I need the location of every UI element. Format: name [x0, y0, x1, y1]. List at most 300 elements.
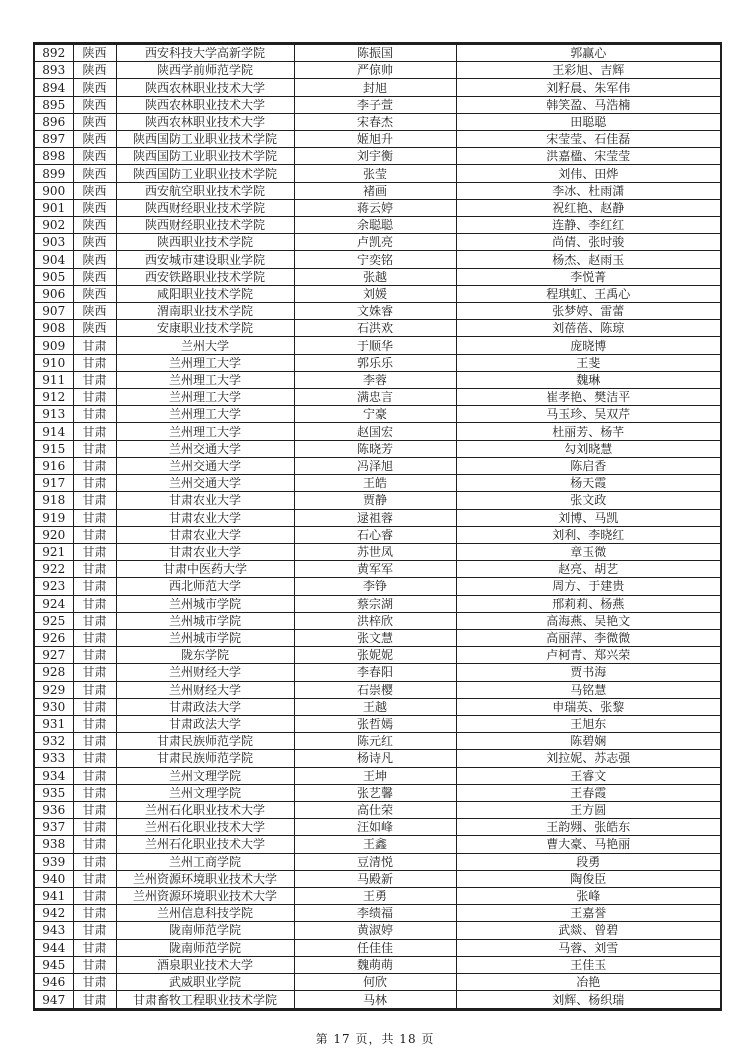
cell-school: 兰州石化职业技术大学	[116, 819, 294, 836]
cell-leader: 石心睿	[294, 526, 456, 543]
cell-province: 陕西	[73, 268, 116, 285]
cell-leader: 郭乐乐	[294, 354, 456, 371]
cell-school: 兰州理工大学	[116, 389, 294, 406]
table-row	[34, 251, 721, 268]
cell-index: 918	[34, 492, 73, 509]
cell-index: 909	[34, 337, 73, 354]
cell-school: 安康职业技术学院	[116, 320, 294, 337]
cell-school: 甘肃民族师范学院	[116, 733, 294, 750]
cell-members: 崔孝艳、樊洁平	[456, 389, 721, 406]
table-row	[34, 819, 721, 836]
cell-province: 甘肃	[73, 887, 116, 904]
cell-members: 杜丽芳、杨芊	[456, 423, 721, 440]
cell-province: 甘肃	[73, 801, 116, 818]
cell-school: 陇南师范学院	[116, 922, 294, 939]
table-row	[34, 973, 721, 990]
cell-leader: 黄淑婷	[294, 922, 456, 939]
table-row	[34, 939, 721, 956]
cell-leader: 姬旭升	[294, 131, 456, 148]
table-row	[34, 199, 721, 216]
cell-members: 武燚、曾碧	[456, 922, 721, 939]
cell-leader: 魏萌萌	[294, 956, 456, 973]
cell-school: 兰州交通大学	[116, 440, 294, 457]
table-row	[34, 406, 721, 423]
table-row	[34, 595, 721, 612]
table-row	[34, 905, 721, 922]
roster-table	[33, 42, 722, 1011]
cell-members: 章玉微	[456, 543, 721, 560]
cell-province: 甘肃	[73, 733, 116, 750]
cell-leader: 马殿新	[294, 870, 456, 887]
table-row	[34, 303, 721, 320]
cell-leader: 马林	[294, 991, 456, 1010]
cell-index: 919	[34, 509, 73, 526]
table-row	[34, 182, 721, 199]
table-row	[34, 543, 721, 560]
cell-school: 甘肃农业大学	[116, 526, 294, 543]
cell-members: 张梦婷、雷蕾	[456, 303, 721, 320]
cell-province: 甘肃	[73, 922, 116, 939]
cell-province: 甘肃	[73, 647, 116, 664]
cell-school: 陕西农林职业技术大学	[116, 79, 294, 96]
page-number-footer: 第 17 页，共 18 页	[315, 1032, 435, 1046]
cell-members: 王彩旭、吉辉	[456, 62, 721, 79]
cell-province: 陕西	[73, 62, 116, 79]
cell-index: 901	[34, 199, 73, 216]
cell-index: 915	[34, 440, 73, 457]
cell-province: 甘肃	[73, 389, 116, 406]
cell-leader: 杨诗凡	[294, 750, 456, 767]
table-row	[34, 733, 721, 750]
cell-school: 陕西国防工业职业技术学院	[116, 131, 294, 148]
cell-index: 911	[34, 371, 73, 388]
cell-index: 928	[34, 664, 73, 681]
cell-leader: 王鑫	[294, 836, 456, 853]
cell-province: 陕西	[73, 199, 116, 216]
cell-index: 938	[34, 836, 73, 853]
cell-leader: 王勇	[294, 887, 456, 904]
table-row	[34, 664, 721, 681]
cell-members: 刘拉妮、苏志强	[456, 750, 721, 767]
cell-leader: 汪如峰	[294, 819, 456, 836]
cell-index: 904	[34, 251, 73, 268]
cell-province: 陕西	[73, 217, 116, 234]
cell-index: 894	[34, 79, 73, 96]
cell-members: 王佳玉	[456, 956, 721, 973]
cell-leader: 蔡宗湖	[294, 595, 456, 612]
cell-province: 甘肃	[73, 629, 116, 646]
cell-leader: 贾静	[294, 492, 456, 509]
cell-index: 893	[34, 62, 73, 79]
cell-index: 925	[34, 612, 73, 629]
cell-leader: 苏世凤	[294, 543, 456, 560]
cell-province: 甘肃	[73, 440, 116, 457]
cell-members: 刘辉、杨织瑞	[456, 991, 721, 1010]
cell-school: 兰州交通大学	[116, 457, 294, 474]
cell-members: 申瑞英、张黎	[456, 698, 721, 715]
cell-province: 甘肃	[73, 870, 116, 887]
cell-province: 甘肃	[73, 578, 116, 595]
cell-leader: 任佳佳	[294, 939, 456, 956]
cell-members: 杨天霞	[456, 475, 721, 492]
cell-members: 马铭慧	[456, 681, 721, 698]
cell-leader: 封旭	[294, 79, 456, 96]
cell-province: 甘肃	[73, 991, 116, 1010]
cell-province: 甘肃	[73, 457, 116, 474]
cell-province: 甘肃	[73, 853, 116, 870]
cell-school: 甘肃农业大学	[116, 509, 294, 526]
table-row	[34, 887, 721, 904]
cell-leader: 豆清悦	[294, 853, 456, 870]
cell-province: 陕西	[73, 148, 116, 165]
cell-province: 陕西	[73, 182, 116, 199]
cell-index: 905	[34, 268, 73, 285]
table-row	[34, 991, 721, 1010]
cell-index: 903	[34, 234, 73, 251]
cell-province: 陕西	[73, 303, 116, 320]
cell-members: 王旭东	[456, 715, 721, 732]
cell-members: 段勇	[456, 853, 721, 870]
table-row	[34, 268, 721, 285]
cell-school: 兰州理工大学	[116, 354, 294, 371]
cell-members: 曹大豪、马艳丽	[456, 836, 721, 853]
cell-school: 西北师范大学	[116, 578, 294, 595]
cell-province: 甘肃	[73, 561, 116, 578]
cell-school: 兰州理工大学	[116, 406, 294, 423]
cell-index: 937	[34, 819, 73, 836]
table-row	[34, 389, 721, 406]
table-row	[34, 647, 721, 664]
cell-leader: 蒋云婷	[294, 199, 456, 216]
cell-school: 酒泉职业技术大学	[116, 956, 294, 973]
cell-province: 甘肃	[73, 767, 116, 784]
table-row	[34, 698, 721, 715]
cell-province: 陕西	[73, 251, 116, 268]
cell-school: 陕西农林职业技术大学	[116, 113, 294, 130]
cell-index: 892	[34, 44, 73, 62]
cell-members: 连静、李红红	[456, 217, 721, 234]
cell-school: 陕西国防工业职业技术学院	[116, 165, 294, 182]
cell-members: 王嘉誉	[456, 905, 721, 922]
cell-school: 兰州文理学院	[116, 767, 294, 784]
cell-leader: 张越	[294, 268, 456, 285]
table-row	[34, 354, 721, 371]
cell-index: 897	[34, 131, 73, 148]
table-row	[34, 440, 721, 457]
cell-leader: 黄军军	[294, 561, 456, 578]
cell-members: 王斐	[456, 354, 721, 371]
cell-index: 917	[34, 475, 73, 492]
cell-leader: 逯祖蓉	[294, 509, 456, 526]
cell-index: 910	[34, 354, 73, 371]
cell-members: 贾书海	[456, 664, 721, 681]
cell-province: 甘肃	[73, 819, 116, 836]
cell-leader: 满忠言	[294, 389, 456, 406]
cell-index: 947	[34, 991, 73, 1010]
cell-members: 卢柯青、郑兴荣	[456, 647, 721, 664]
cell-members: 刘蓓蓓、陈琼	[456, 320, 721, 337]
cell-school: 咸阳职业技术学院	[116, 285, 294, 302]
cell-members: 周方、于建贵	[456, 578, 721, 595]
cell-school: 甘肃中医药大学	[116, 561, 294, 578]
cell-members: 冶艳	[456, 973, 721, 990]
table-row	[34, 612, 721, 629]
cell-index: 906	[34, 285, 73, 302]
cell-leader: 石崇樱	[294, 681, 456, 698]
table-row	[34, 217, 721, 234]
table-row	[34, 337, 721, 354]
cell-members: 张文政	[456, 492, 721, 509]
cell-school: 陇南师范学院	[116, 939, 294, 956]
table-row	[34, 629, 721, 646]
table-row	[34, 870, 721, 887]
cell-school: 西安城市建设职业学院	[116, 251, 294, 268]
cell-province: 甘肃	[73, 905, 116, 922]
cell-province: 甘肃	[73, 973, 116, 990]
cell-school: 西安科技大学高新学院	[116, 44, 294, 62]
cell-leader: 张艺馨	[294, 784, 456, 801]
table-row	[34, 956, 721, 973]
cell-index: 941	[34, 887, 73, 904]
cell-leader: 刘媛	[294, 285, 456, 302]
table-row	[34, 371, 721, 388]
cell-school: 武威职业学院	[116, 973, 294, 990]
cell-school: 兰州大学	[116, 337, 294, 354]
cell-school: 甘肃畜牧工程职业技术学院	[116, 991, 294, 1010]
cell-province: 陕西	[73, 96, 116, 113]
cell-index: 939	[34, 853, 73, 870]
cell-members: 魏琳	[456, 371, 721, 388]
cell-province: 甘肃	[73, 698, 116, 715]
cell-province: 陕西	[73, 285, 116, 302]
cell-index: 943	[34, 922, 73, 939]
cell-school: 陕西学前师范学院	[116, 62, 294, 79]
cell-province: 甘肃	[73, 681, 116, 698]
cell-school: 甘肃农业大学	[116, 543, 294, 560]
table-row	[34, 320, 721, 337]
cell-province: 甘肃	[73, 939, 116, 956]
cell-school: 陕西财经职业技术学院	[116, 217, 294, 234]
cell-leader: 何欣	[294, 973, 456, 990]
cell-index: 898	[34, 148, 73, 165]
table-row	[34, 234, 721, 251]
cell-leader: 张妮妮	[294, 647, 456, 664]
cell-leader: 严倞帅	[294, 62, 456, 79]
cell-province: 甘肃	[73, 423, 116, 440]
cell-index: 935	[34, 784, 73, 801]
cell-members: 庞晓博	[456, 337, 721, 354]
cell-members: 程琪虹、王禹心	[456, 285, 721, 302]
cell-members: 郭赢心	[456, 44, 721, 62]
cell-province: 甘肃	[73, 750, 116, 767]
cell-province: 陕西	[73, 131, 116, 148]
cell-province: 甘肃	[73, 492, 116, 509]
cell-index: 927	[34, 647, 73, 664]
cell-index: 907	[34, 303, 73, 320]
cell-school: 兰州资源环境职业技术大学	[116, 870, 294, 887]
cell-index: 929	[34, 681, 73, 698]
cell-members: 祝红艳、赵静	[456, 199, 721, 216]
cell-index: 932	[34, 733, 73, 750]
cell-index: 942	[34, 905, 73, 922]
table-row	[34, 79, 721, 96]
cell-index: 914	[34, 423, 73, 440]
cell-school: 兰州理工大学	[116, 423, 294, 440]
cell-members: 勾刘晓慧	[456, 440, 721, 457]
cell-leader: 高仕荣	[294, 801, 456, 818]
table-row	[34, 148, 721, 165]
cell-index: 922	[34, 561, 73, 578]
cell-index: 913	[34, 406, 73, 423]
cell-members: 韩笑盈、马浩楠	[456, 96, 721, 113]
cell-school: 陕西国防工业职业技术学院	[116, 148, 294, 165]
cell-leader: 赵国宏	[294, 423, 456, 440]
cell-province: 甘肃	[73, 475, 116, 492]
cell-leader: 李子萱	[294, 96, 456, 113]
cell-index: 923	[34, 578, 73, 595]
cell-province: 陕西	[73, 44, 116, 62]
table-row	[34, 457, 721, 474]
cell-members: 赵亮、胡艺	[456, 561, 721, 578]
table-row	[34, 285, 721, 302]
cell-members: 刘利、李晓红	[456, 526, 721, 543]
cell-members: 陶俊臣	[456, 870, 721, 887]
table-row	[34, 96, 721, 113]
cell-leader: 李铮	[294, 578, 456, 595]
cell-index: 936	[34, 801, 73, 818]
cell-leader: 刘宇衡	[294, 148, 456, 165]
cell-index: 920	[34, 526, 73, 543]
cell-school: 甘肃民族师范学院	[116, 750, 294, 767]
cell-members: 刘伟、田烨	[456, 165, 721, 182]
cell-school: 兰州信息科技学院	[116, 905, 294, 922]
cell-leader: 宋春杰	[294, 113, 456, 130]
cell-school: 西安铁路职业技术学院	[116, 268, 294, 285]
cell-index: 930	[34, 698, 73, 715]
cell-leader: 王越	[294, 698, 456, 715]
cell-province: 甘肃	[73, 543, 116, 560]
cell-leader: 卢凯亮	[294, 234, 456, 251]
cell-leader: 张莹	[294, 165, 456, 182]
cell-leader: 文姝睿	[294, 303, 456, 320]
cell-members: 王睿文	[456, 767, 721, 784]
cell-province: 甘肃	[73, 509, 116, 526]
cell-leader: 陈振国	[294, 44, 456, 62]
cell-index: 916	[34, 457, 73, 474]
cell-province: 甘肃	[73, 337, 116, 354]
cell-leader: 石洪欢	[294, 320, 456, 337]
table-row	[34, 113, 721, 130]
cell-province: 甘肃	[73, 371, 116, 388]
cell-province: 甘肃	[73, 354, 116, 371]
table-row	[34, 509, 721, 526]
table-row	[34, 853, 721, 870]
cell-members: 宋莹莹、石佳磊	[456, 131, 721, 148]
table-row	[34, 561, 721, 578]
cell-province: 陕西	[73, 320, 116, 337]
cell-leader: 冯泽旭	[294, 457, 456, 474]
cell-school: 兰州城市学院	[116, 595, 294, 612]
cell-members: 马玉珍、吴双芹	[456, 406, 721, 423]
cell-index: 946	[34, 973, 73, 990]
cell-members: 邢莉莉、杨燕	[456, 595, 721, 612]
table-row	[34, 492, 721, 509]
cell-members: 陈碧娴	[456, 733, 721, 750]
cell-province: 甘肃	[73, 956, 116, 973]
cell-index: 895	[34, 96, 73, 113]
cell-leader: 于顺华	[294, 337, 456, 354]
cell-index: 940	[34, 870, 73, 887]
cell-school: 兰州资源环境职业技术大学	[116, 887, 294, 904]
cell-school: 西安航空职业技术学院	[116, 182, 294, 199]
table-row	[34, 784, 721, 801]
cell-school: 兰州文理学院	[116, 784, 294, 801]
cell-school: 兰州城市学院	[116, 612, 294, 629]
cell-school: 陇东学院	[116, 647, 294, 664]
table-row	[34, 801, 721, 818]
cell-leader: 李蓉	[294, 371, 456, 388]
table-row	[34, 750, 721, 767]
cell-members: 高丽萍、李微微	[456, 629, 721, 646]
table-row	[34, 922, 721, 939]
table-row	[34, 578, 721, 595]
cell-province: 甘肃	[73, 595, 116, 612]
cell-members: 陈启香	[456, 457, 721, 474]
cell-members: 李悦菁	[456, 268, 721, 285]
table-row	[34, 767, 721, 784]
cell-leader: 宁奕铭	[294, 251, 456, 268]
cell-index: 944	[34, 939, 73, 956]
cell-school: 陕西财经职业技术学院	[116, 199, 294, 216]
cell-leader: 李春阳	[294, 664, 456, 681]
table-row	[34, 475, 721, 492]
cell-index: 900	[34, 182, 73, 199]
cell-province: 甘肃	[73, 526, 116, 543]
cell-members: 田聪聪	[456, 113, 721, 130]
cell-leader: 宁豪	[294, 406, 456, 423]
cell-school: 兰州交通大学	[116, 475, 294, 492]
cell-index: 908	[34, 320, 73, 337]
cell-province: 甘肃	[73, 715, 116, 732]
cell-index: 912	[34, 389, 73, 406]
cell-leader: 王皓	[294, 475, 456, 492]
cell-province: 甘肃	[73, 836, 116, 853]
cell-members: 杨杰、赵雨玉	[456, 251, 721, 268]
cell-province: 陕西	[73, 79, 116, 96]
cell-province: 甘肃	[73, 406, 116, 423]
cell-members: 王韵翙、张皓东	[456, 819, 721, 836]
cell-school: 陕西农林职业技术大学	[116, 96, 294, 113]
cell-school: 兰州财经大学	[116, 681, 294, 698]
cell-members: 王方圆	[456, 801, 721, 818]
cell-members: 张峰	[456, 887, 721, 904]
cell-members: 马蓉、刘雪	[456, 939, 721, 956]
cell-province: 甘肃	[73, 612, 116, 629]
cell-members: 尚倩、张时骏	[456, 234, 721, 251]
cell-school: 兰州理工大学	[116, 371, 294, 388]
cell-members: 高海燕、吴艳文	[456, 612, 721, 629]
cell-leader: 余聪聪	[294, 217, 456, 234]
cell-index: 921	[34, 543, 73, 560]
cell-members: 李冰、杜雨潇	[456, 182, 721, 199]
cell-province: 甘肃	[73, 784, 116, 801]
table-row	[34, 681, 721, 698]
table-row	[34, 836, 721, 853]
cell-province: 陕西	[73, 234, 116, 251]
cell-school: 兰州石化职业技术大学	[116, 836, 294, 853]
cell-school: 甘肃农业大学	[116, 492, 294, 509]
cell-school: 甘肃政法大学	[116, 715, 294, 732]
